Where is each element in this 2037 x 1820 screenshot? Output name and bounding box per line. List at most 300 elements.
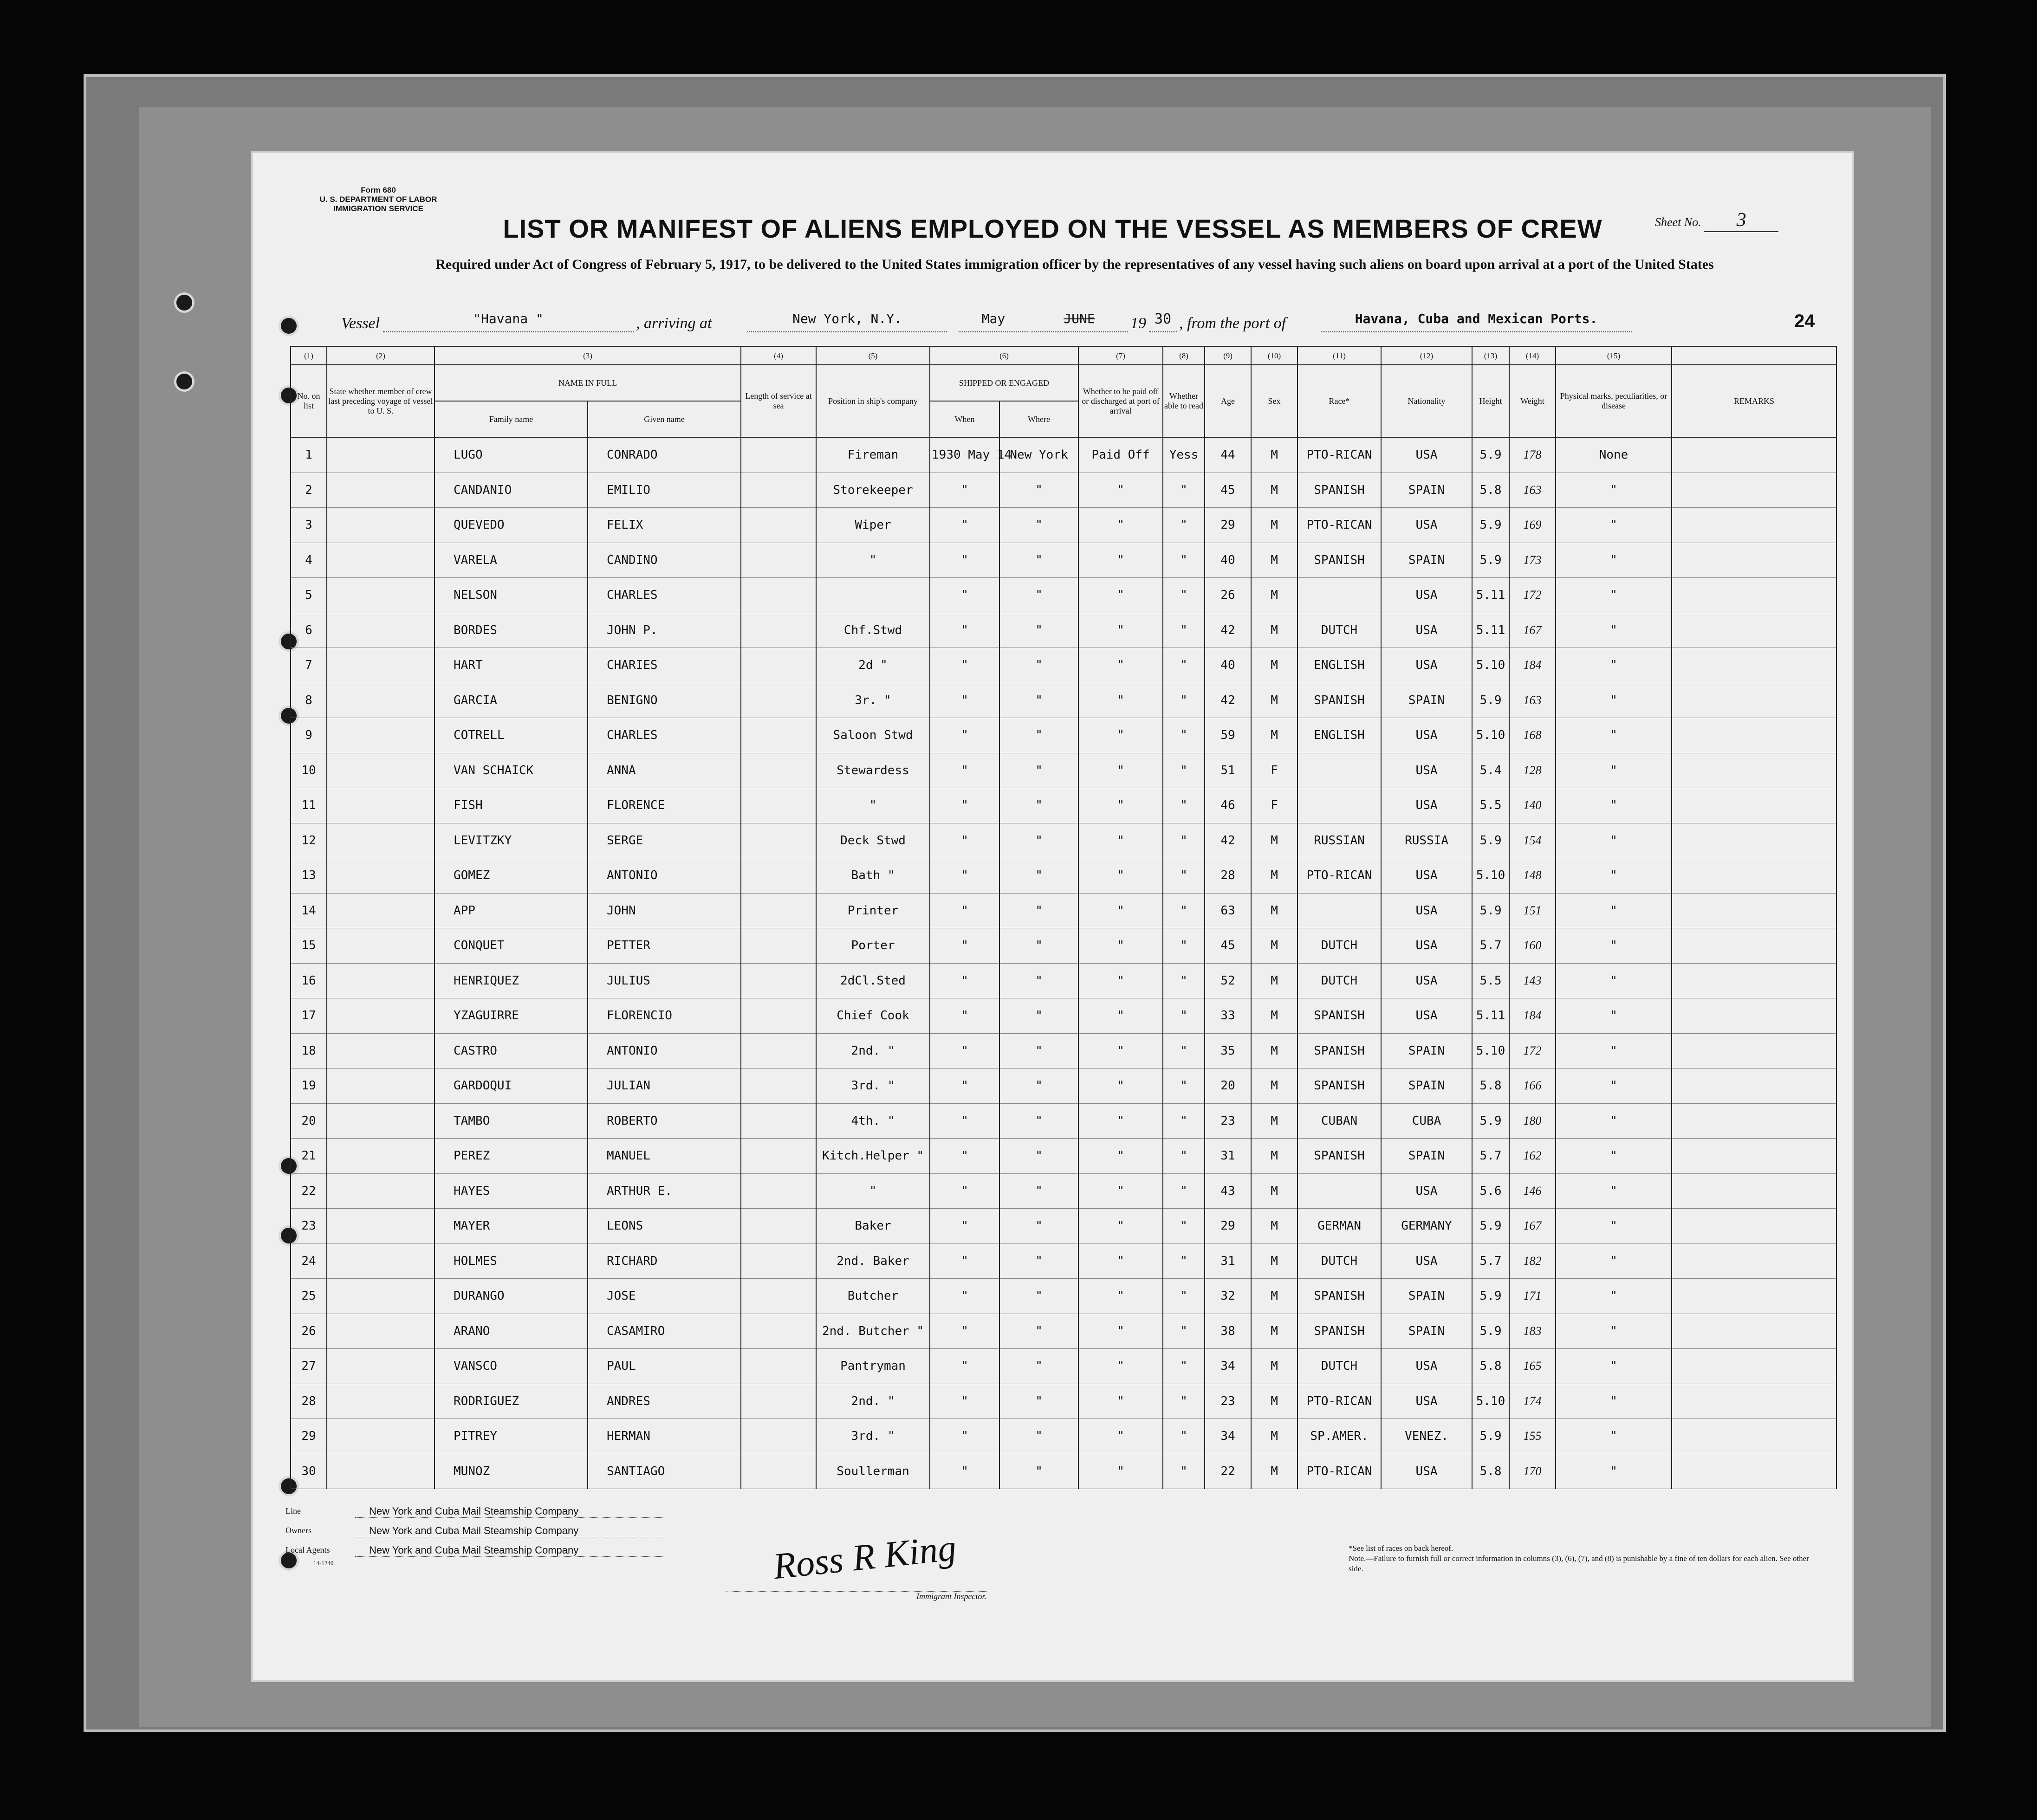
sex: M [1251,823,1297,858]
weight: 162 [1509,1139,1556,1174]
form-identifier [309,186,448,214]
race: DUTCH [1297,963,1381,998]
race: SPANISH [1297,473,1381,508]
shipped-when: " [930,473,999,508]
service-name: IMMIGRATION SERVICE [333,204,423,213]
from-port: Havana, Cuba and Mexican Ports. [1321,311,1632,332]
row-number: 21 [291,1139,327,1174]
height: 5.9 [1472,1419,1509,1454]
race: SPANISH [1297,1033,1381,1069]
sex: M [1251,718,1297,753]
height: 5.4 [1472,753,1509,788]
colnum-13: (13) [1472,346,1509,365]
nationality: USA [1381,1384,1472,1419]
physical-marks: " [1556,648,1672,683]
physical-marks: " [1556,1069,1672,1104]
row-number: 15 [291,928,327,964]
shipped-where: " [999,1384,1078,1419]
paid-off: " [1078,1244,1163,1279]
paid-off: " [1078,648,1163,683]
family-name: MUNOZ [435,1454,588,1489]
race: SPANISH [1297,543,1381,578]
nationality: SPAIN [1381,1314,1472,1349]
shipped-where: " [999,1033,1078,1069]
height: 5.10 [1472,1384,1509,1419]
family-name: HENRIQUEZ [435,963,588,998]
table-row [291,753,1836,788]
position: 3rd. " [816,1069,930,1104]
sex: M [1251,473,1297,508]
remarks-cell [1672,1384,1836,1419]
age: 59 [1205,718,1251,753]
given-name: HERMAN [588,1419,741,1454]
header-given-name: Given name [588,401,741,437]
header-age: Age [1205,365,1251,437]
remarks-cell [1672,1209,1836,1244]
previous-voyage-cell [327,1103,435,1139]
age: 23 [1205,1384,1251,1419]
physical-marks: " [1556,893,1672,928]
given-name: JOSE [588,1279,741,1314]
header-race: Race* [1297,365,1381,437]
previous-voyage-cell [327,543,435,578]
length-of-service-cell [741,473,816,508]
age: 34 [1205,1349,1251,1384]
previous-voyage-cell [327,1173,435,1209]
paid-off: " [1078,1314,1163,1349]
age: 46 [1205,788,1251,823]
physical-marks: " [1556,1314,1672,1349]
row-number: 17 [291,998,327,1034]
race: ENGLISH [1297,718,1381,753]
height: 5.10 [1472,648,1509,683]
able-to-read: " [1163,508,1205,543]
from-label: , from the port of [1179,315,1286,332]
race: DUTCH [1297,1349,1381,1384]
height: 5.9 [1472,1103,1509,1139]
able-to-read: " [1163,1103,1205,1139]
weight: 180 [1509,1103,1556,1139]
physical-marks: " [1556,1454,1672,1489]
weight: 166 [1509,1069,1556,1104]
physical-marks: " [1556,1139,1672,1174]
family-name: LEVITZKY [435,823,588,858]
physical-marks: " [1556,1173,1672,1209]
header-name-in-full: NAME IN FULL [435,365,741,401]
arrival-month: May [959,311,1028,332]
weight: 184 [1509,648,1556,683]
physical-marks: " [1556,928,1672,964]
weight: 165 [1509,1349,1556,1384]
family-name: MAYER [435,1209,588,1244]
paid-off: " [1078,1454,1163,1489]
family-name: QUEVEDO [435,508,588,543]
colnum-remarks [1672,346,1836,365]
remarks-cell [1672,1069,1836,1104]
sex: M [1251,1454,1297,1489]
physical-marks: " [1556,1384,1672,1419]
previous-voyage-cell [327,578,435,613]
race: SPANISH [1297,683,1381,718]
nationality: USA [1381,753,1472,788]
header-physical-marks: Physical marks, peculiarities, or disease [1556,365,1672,437]
manifest-rows [291,437,1836,1489]
manifest-table [290,346,1837,1489]
given-name: JULIAN [588,1069,741,1104]
sex: M [1251,437,1297,473]
remarks-cell [1672,1244,1836,1279]
row-number: 11 [291,788,327,823]
height: 5.10 [1472,718,1509,753]
shipped-when: " [930,823,999,858]
weight: 143 [1509,963,1556,998]
shipped-where: New York [999,437,1078,473]
given-name: RICHARD [588,1244,741,1279]
row-number: 10 [291,753,327,788]
length-of-service-cell [741,1033,816,1069]
remarks-cell [1672,1419,1836,1454]
paid-off: " [1078,683,1163,718]
length-of-service-cell [741,858,816,894]
nationality: USA [1381,788,1472,823]
able-to-read: " [1163,473,1205,508]
paid-off: Paid Off [1078,437,1163,473]
sex: M [1251,683,1297,718]
row-number: 25 [291,1279,327,1314]
shipped-where: " [999,683,1078,718]
sex: M [1251,893,1297,928]
sex: M [1251,858,1297,894]
paid-off: " [1078,1279,1163,1314]
weight: 151 [1509,893,1556,928]
sex: M [1251,648,1297,683]
position: 4th. " [816,1103,930,1139]
nationality: SPAIN [1381,473,1472,508]
height: 5.9 [1472,543,1509,578]
position: 2nd. Baker [816,1244,930,1279]
given-name: LEONS [588,1209,741,1244]
sex: M [1251,1384,1297,1419]
nationality: USA [1381,648,1472,683]
able-to-read: " [1163,1454,1205,1489]
height: 5.9 [1472,1279,1509,1314]
able-to-read: " [1163,753,1205,788]
shipped-when: " [930,1244,999,1279]
colnum-4: (4) [741,346,816,365]
weight: 154 [1509,823,1556,858]
weight: 169 [1509,508,1556,543]
length-of-service-cell [741,1069,816,1104]
height: 5.9 [1472,683,1509,718]
paid-off: " [1078,613,1163,648]
table-row [291,613,1836,648]
paid-off: " [1078,998,1163,1034]
position: Kitch.Helper " [816,1139,930,1174]
table-row [291,508,1836,543]
age: 26 [1205,578,1251,613]
family-name: GARDOQUI [435,1069,588,1104]
position: 3r. " [816,683,930,718]
able-to-read: " [1163,963,1205,998]
race: PTO-RICAN [1297,437,1381,473]
shipped-when: " [930,928,999,964]
row-number: 19 [291,1069,327,1104]
row-number: 23 [291,1209,327,1244]
row-number: 4 [291,543,327,578]
sex: M [1251,1103,1297,1139]
paid-off: " [1078,893,1163,928]
position: Stewardess [816,753,930,788]
arriving-label: , arriving at [636,315,712,332]
shipped-where: " [999,1173,1078,1209]
position: " [816,788,930,823]
weight: 173 [1509,543,1556,578]
given-name: ANNA [588,753,741,788]
weight: 148 [1509,858,1556,894]
agents-label: Local Agents [285,1545,330,1554]
sex: M [1251,1419,1297,1454]
able-to-read: " [1163,893,1205,928]
remarks-cell [1672,1139,1836,1174]
position: Baker [816,1209,930,1244]
shipped-when: 1930 May 14 [930,437,999,473]
family-name: VAN SCHAICK [435,753,588,788]
race: SPANISH [1297,1139,1381,1174]
family-name: CASTRO [435,1033,588,1069]
length-of-service-cell [741,1419,816,1454]
owners-label: Owners [285,1526,311,1535]
colnum-7: (7) [1078,346,1163,365]
weight: 167 [1509,1209,1556,1244]
remarks-cell [1672,648,1836,683]
table-row [291,683,1836,718]
given-name: EMILIO [588,473,741,508]
header-height: Height [1472,365,1509,437]
physical-marks: " [1556,1209,1672,1244]
height: 5.7 [1472,1244,1509,1279]
header-length-of-service: Length of service at sea [741,365,816,437]
weight: 140 [1509,788,1556,823]
length-of-service-cell [741,648,816,683]
table-row [291,1033,1836,1069]
paid-off: " [1078,473,1163,508]
weight: 183 [1509,1314,1556,1349]
position: Saloon Stwd [816,718,930,753]
table-row [291,858,1836,894]
remarks-cell [1672,1033,1836,1069]
shipped-when: " [930,1349,999,1384]
row-number: 14 [291,893,327,928]
shipped-when: " [930,1209,999,1244]
position: Fireman [816,437,930,473]
remarks-cell [1672,858,1836,894]
given-name: SANTIAGO [588,1454,741,1489]
length-of-service-cell [741,1384,816,1419]
nationality: VENEZ. [1381,1419,1472,1454]
previous-voyage-cell [327,1314,435,1349]
shipped-when: " [930,1103,999,1139]
punch-hole [174,292,195,313]
nationality: SPAIN [1381,1279,1472,1314]
nationality: SPAIN [1381,1069,1472,1104]
sheet-label: Sheet No. [1655,215,1701,229]
length-of-service-cell [741,823,816,858]
row-number: 2 [291,473,327,508]
table-row [291,1069,1836,1104]
form-number: Form 680 [361,186,396,194]
colnum-3: (3) [435,346,741,365]
table-row [291,648,1836,683]
given-name: ANDRES [588,1384,741,1419]
able-to-read: " [1163,543,1205,578]
paid-off: " [1078,1069,1163,1104]
table-row [291,1244,1836,1279]
previous-voyage-cell [327,473,435,508]
paid-off: " [1078,963,1163,998]
colnum-12: (12) [1381,346,1472,365]
previous-voyage-cell [327,963,435,998]
table-row [291,1209,1836,1244]
weight: 182 [1509,1244,1556,1279]
previous-voyage-cell [327,998,435,1034]
length-of-service-cell [741,1279,816,1314]
nationality: SPAIN [1381,1139,1472,1174]
nationality: USA [1381,1244,1472,1279]
age: 51 [1205,753,1251,788]
able-to-read: " [1163,1069,1205,1104]
paid-off: " [1078,578,1163,613]
weight: 168 [1509,718,1556,753]
age: 29 [1205,508,1251,543]
age: 29 [1205,1209,1251,1244]
able-to-read: " [1163,1139,1205,1174]
shipped-when: " [930,1279,999,1314]
paid-off: " [1078,1384,1163,1419]
race [1297,578,1381,613]
weight: 155 [1509,1419,1556,1454]
position: 2dCl.Sted [816,963,930,998]
header-when: When [930,401,999,437]
paid-off: " [1078,823,1163,858]
row-number: 27 [291,1349,327,1384]
position: Bath " [816,858,930,894]
header-paid-off: Whether to be paid off or discharged at port of arrival [1078,365,1163,437]
age: 42 [1205,683,1251,718]
header-remarks: REMARKS [1672,365,1836,437]
length-of-service-cell [741,578,816,613]
height: 5.9 [1472,823,1509,858]
weight: 167 [1509,613,1556,648]
shipped-when: " [930,1033,999,1069]
shipped-when: " [930,1314,999,1349]
length-of-service-cell [741,1173,816,1209]
shipped-where: " [999,1244,1078,1279]
nationality: USA [1381,998,1472,1034]
given-name: ROBERTO [588,1103,741,1139]
age: 33 [1205,998,1251,1034]
shipped-when: " [930,718,999,753]
sex: M [1251,928,1297,964]
colnum-11: (11) [1297,346,1381,365]
height: 5.11 [1472,578,1509,613]
age: 45 [1205,928,1251,964]
height: 5.5 [1472,963,1509,998]
remarks-cell [1672,823,1836,858]
previous-voyage-cell [327,683,435,718]
position: 3rd. " [816,1419,930,1454]
length-of-service-cell [741,613,816,648]
given-name: CHARIES [588,648,741,683]
colnum-6: (6) [930,346,1078,365]
age: 44 [1205,437,1251,473]
paid-off: " [1078,543,1163,578]
previous-voyage-cell [327,753,435,788]
paid-off: " [1078,753,1163,788]
race: SPANISH [1297,1314,1381,1349]
height: 5.11 [1472,998,1509,1034]
shipped-where: " [999,893,1078,928]
able-to-read: " [1163,1033,1205,1069]
nationality: SPAIN [1381,1033,1472,1069]
nationality: USA [1381,1173,1472,1209]
previous-voyage-cell [327,613,435,648]
able-to-read: " [1163,578,1205,613]
age: 34 [1205,1419,1251,1454]
shipped-where: " [999,473,1078,508]
physical-marks: " [1556,1349,1672,1384]
remarks-cell [1672,683,1836,718]
shipped-where: " [999,928,1078,964]
given-name: PETTER [588,928,741,964]
previous-voyage-cell [327,648,435,683]
race: PTO-RICAN [1297,1454,1381,1489]
shipped-where: " [999,1349,1078,1384]
length-of-service-cell [741,683,816,718]
paid-off: " [1078,1209,1163,1244]
row-number: 1 [291,437,327,473]
remarks-cell [1672,963,1836,998]
weight: 171 [1509,1279,1556,1314]
colnum-15: (15) [1556,346,1672,365]
height: 5.9 [1472,893,1509,928]
able-to-read: Yess [1163,437,1205,473]
able-to-read: " [1163,718,1205,753]
previous-voyage-cell [327,508,435,543]
table-row [291,473,1836,508]
previous-voyage-cell [327,1419,435,1454]
previous-voyage-cell [327,858,435,894]
shipped-when: " [930,753,999,788]
remarks-cell [1672,543,1836,578]
age: 23 [1205,1103,1251,1139]
shipped-where: " [999,613,1078,648]
race: CUBAN [1297,1103,1381,1139]
race: DUTCH [1297,613,1381,648]
table-row [291,543,1836,578]
physical-marks: " [1556,578,1672,613]
age: 63 [1205,893,1251,928]
remarks-cell [1672,1349,1836,1384]
remarks-cell [1672,893,1836,928]
race: GERMAN [1297,1209,1381,1244]
line-value: New York and Cuba Mail Steamship Company [355,1505,666,1518]
row-number: 3 [291,508,327,543]
header-shipped-or-engaged: SHIPPED OR ENGAGED [930,365,1078,401]
sex: M [1251,1033,1297,1069]
able-to-read: " [1163,683,1205,718]
remarks-cell [1672,753,1836,788]
arriving-port: New York, N.Y. [747,311,947,332]
